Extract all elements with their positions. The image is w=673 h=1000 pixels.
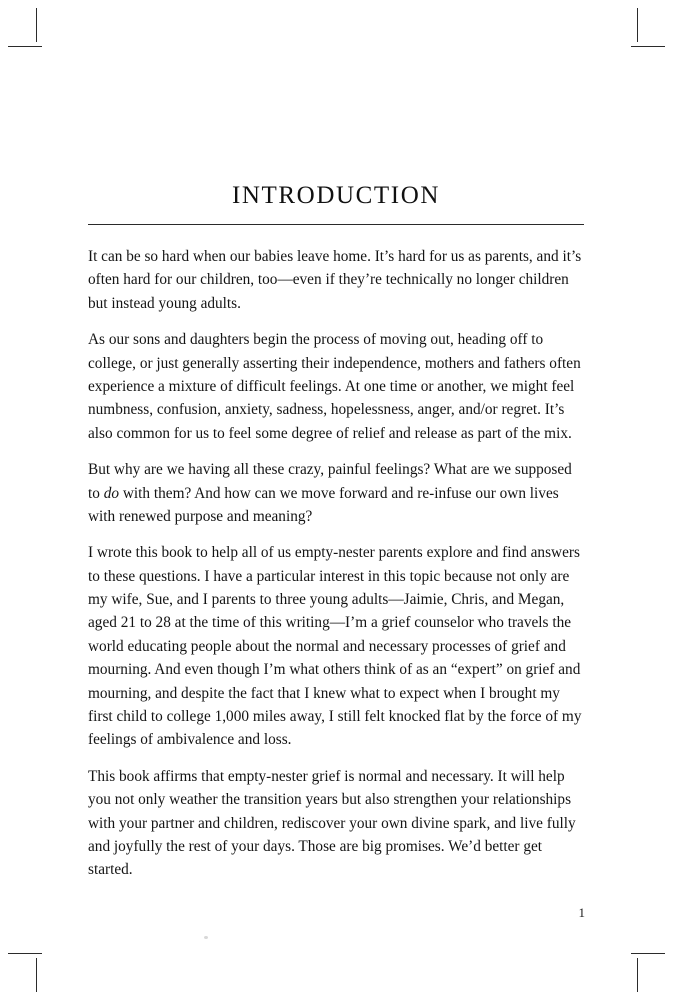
page-title: INTRODUCTION xyxy=(231,182,441,209)
paragraph-text: with them? And how can we move forward and re-infuse our own lives with renewed purpose and meaning? xyxy=(88,484,559,525)
paragraph-text: This book affirms that empty-nester grief is normal and necessary. It will help you not only weather the transition years but also strengthen your relationships with your partner and children, rediscover your own divine spark, and live fully and joyfully the rest of your days. Those are big promises. We’d better get started. xyxy=(88,767,576,879)
crop-mark-bottom-left-vertical xyxy=(36,958,37,992)
crop-mark-top-right-horizontal xyxy=(631,46,665,47)
crop-mark-top-right-vertical xyxy=(637,8,638,42)
crop-mark-bottom-right-vertical xyxy=(637,958,638,992)
paragraph-text: As our sons and daughters begin the process of moving out, heading off to college, or just generally asserting their independence, mothers and fathers often experience a mixture of difficult feelings. At one time or another, we might feel numbness, confusion, anxiety, sadness, hopelessness, anger, and/or regret. It’s also common for us to feel some degree of relief and release as part of the mix. xyxy=(88,331,581,442)
crop-mark-top-left-vertical xyxy=(36,8,37,42)
body-paragraph xyxy=(88,328,584,445)
body-paragraph xyxy=(88,458,584,528)
title-divider xyxy=(88,224,584,225)
crop-mark-top-left-horizontal xyxy=(8,46,42,47)
crop-mark-bottom-left-horizontal xyxy=(8,953,42,954)
registration-speck-icon xyxy=(204,936,208,939)
body-paragraph xyxy=(88,541,584,752)
paragraph-text: It can be so hard when our babies leave home. It’s hard for us as parents, and it’s often hard for our children, too—even if they’re technically no longer children but instead young adults. xyxy=(88,248,582,312)
body-paragraph xyxy=(88,245,584,315)
paragraph-text: I wrote this book to help all of us empty-nester parents explore and find answers to these questions. I have a particular interest in this topic because not only are my wife, Sue, and I parents to three young adults—Jaimie, Chris, and Megan, aged 21 to 28 at the time of this writing—I’m a grief counselor who travels the world educating people about the normal and necessary processes of grief and mourning. And even though I’m what others think of as an “expert” on grief and mourning, and despite the fact that I knew what to expect when I brought my first child to college 1,000 miles away, I still felt knocked flat by the force of my feelings of ambivalence and loss. xyxy=(88,544,582,749)
page-number: 1 xyxy=(578,905,585,920)
body-paragraph xyxy=(88,765,584,882)
page-content xyxy=(88,182,584,882)
body-text xyxy=(88,245,584,882)
emphasis-text: do xyxy=(103,484,120,502)
paragraph-text: But why are we having all these crazy, painful feelings? What are we supposed to xyxy=(88,461,572,502)
crop-mark-bottom-right-horizontal xyxy=(631,953,665,954)
